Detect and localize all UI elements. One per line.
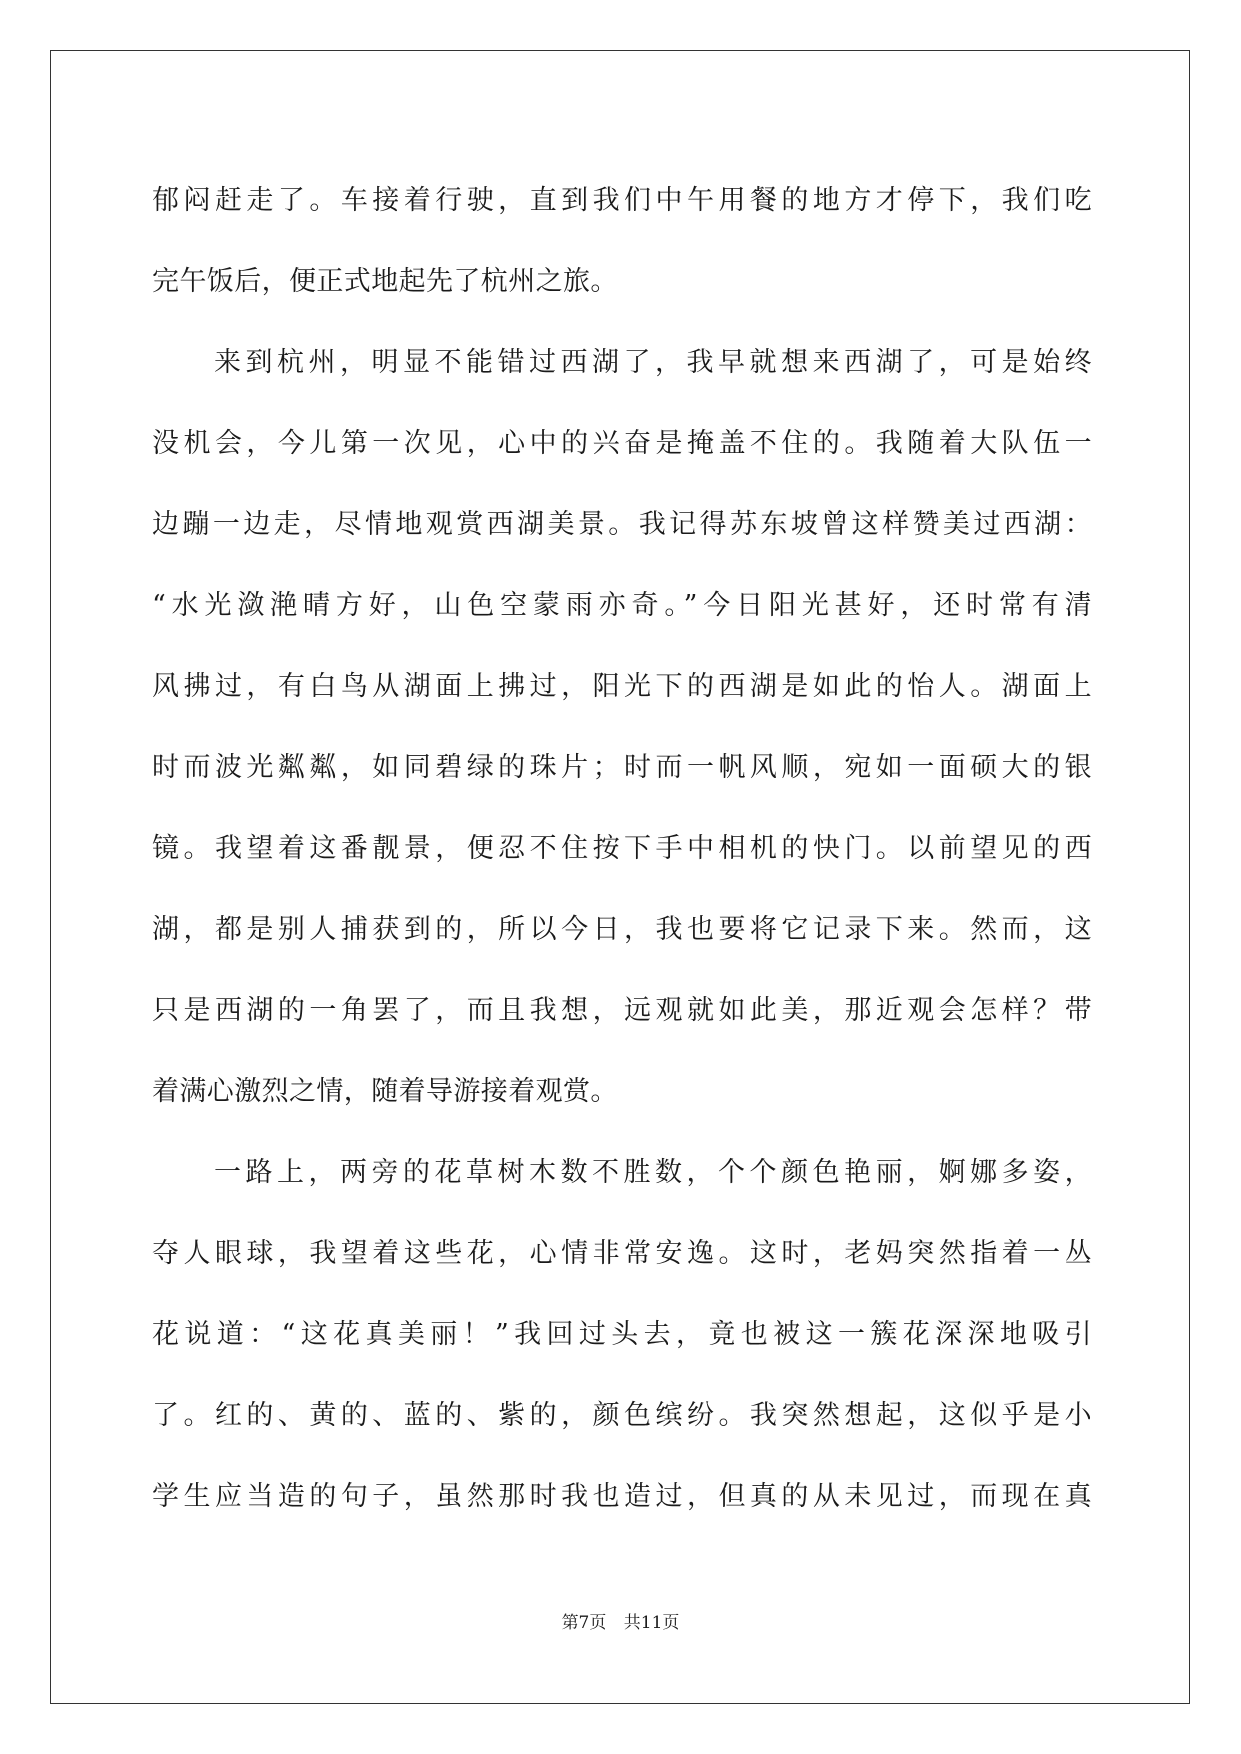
text-line: 只是西湖的一角罢了，而且我想，远观就如此美，那近观会怎样？带 — [152, 995, 1092, 1026]
text-line: 着满心激烈之情，随着导游接着观赏。 — [152, 1076, 618, 1107]
paragraph — [152, 1132, 1092, 1537]
paragraph — [152, 322, 1092, 1132]
text-line: 边蹦一边走，尽情地观赏西湖美景。我记得苏东坡曾这样赞美过西湖： — [152, 509, 1092, 540]
page-number: 第7页 — [561, 1613, 607, 1633]
text-line: 花说道：“这花真美丽！”我回过头去，竟也被这一簇花深深地吸引 — [152, 1319, 1092, 1350]
text-line: 了。红的、黄的、蓝的、紫的，颜色缤纷。我突然想起，这似乎是小 — [152, 1400, 1092, 1431]
text-line: 完午饭后，便正式地起先了杭州之旅。 — [152, 266, 618, 297]
text-line: 郁闷赶走了。车接着行驶，直到我们中午用餐的地方才停下，我们吃 — [152, 185, 1092, 216]
text-line: 学生应当造的句子，虽然那时我也造过，但真的从未见过，而现在真 — [152, 1481, 1092, 1512]
text-line: 一路上，两旁的花草树木数不胜数，个个颜色艳丽，婀娜多姿， — [214, 1157, 1092, 1188]
text-line: 没机会，今儿第一次见，心中的兴奋是掩盖不住的。我随着大队伍一 — [152, 428, 1092, 459]
document-body — [152, 160, 1092, 1537]
paragraph — [152, 160, 1092, 322]
text-line: 来到杭州，明显不能错过西湖了，我早就想来西湖了，可是始终 — [214, 347, 1092, 378]
text-line: 湖，都是别人捕获到的，所以今日，我也要将它记录下来。然而，这 — [152, 914, 1092, 945]
text-line: 风拂过，有白鸟从湖面上拂过，阳光下的西湖是如此的怡人。湖面上 — [152, 671, 1092, 702]
text-line: 时而波光粼粼，如同碧绿的珠片；时而一帆风顺，宛如一面硕大的银 — [152, 752, 1092, 783]
text-line: “水光潋滟晴方好，山色空蒙雨亦奇。”今日阳光甚好，还时常有清 — [152, 590, 1092, 621]
text-line: 镜。我望着这番靓景，便忍不住按下手中相机的快门。以前望见的西 — [152, 833, 1092, 864]
page-total: 共11页 — [623, 1613, 680, 1633]
page-footer — [0, 1608, 1241, 1633]
text-line: 夺人眼球，我望着这些花，心情非常安逸。这时，老妈突然指着一丛 — [152, 1238, 1092, 1269]
